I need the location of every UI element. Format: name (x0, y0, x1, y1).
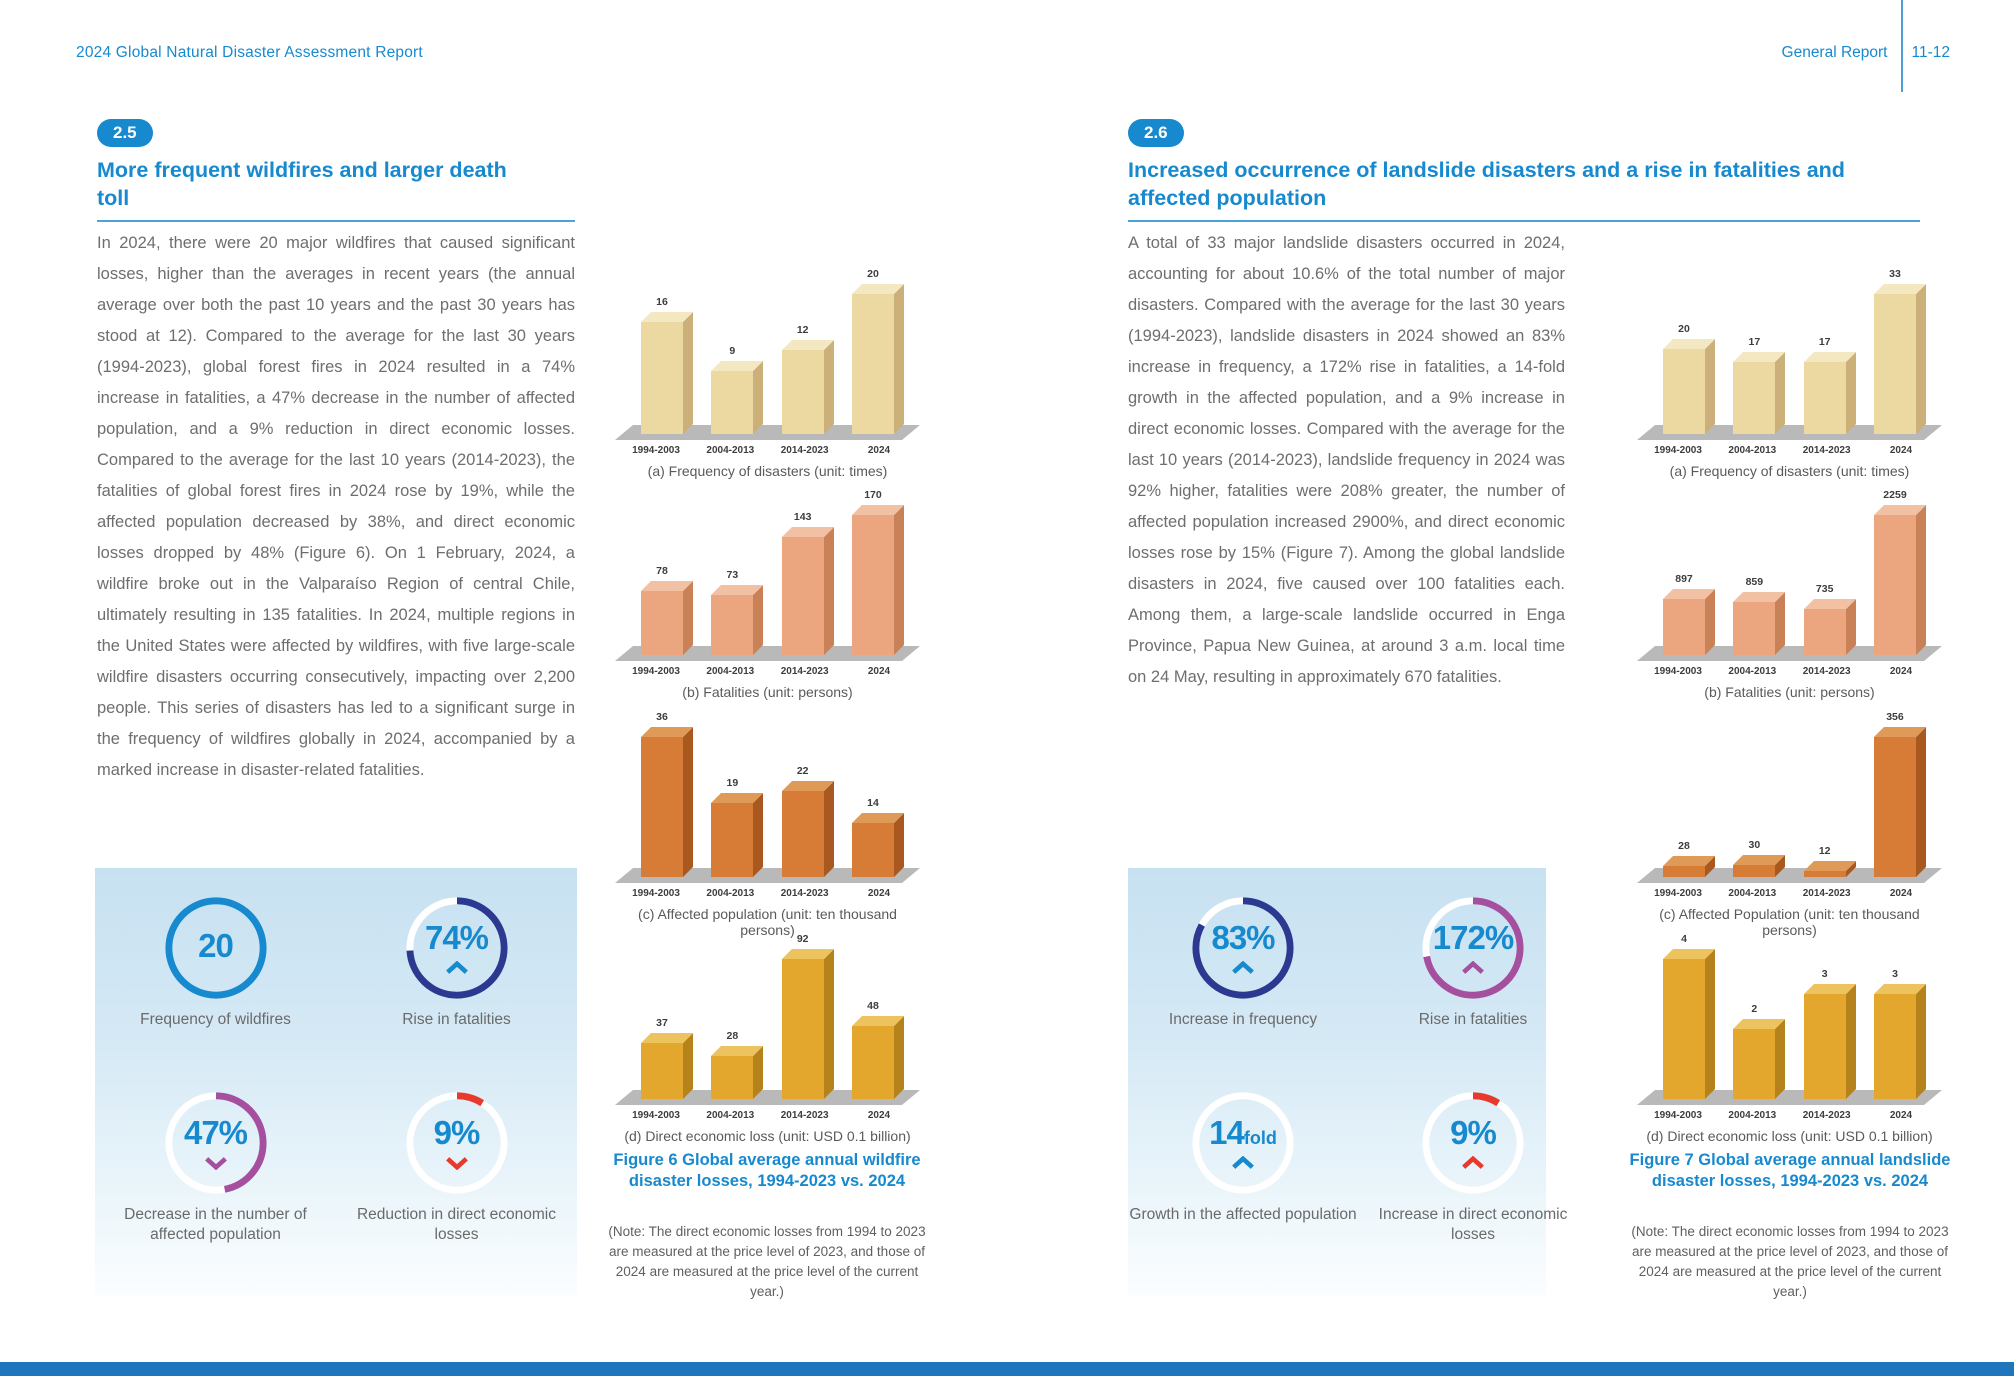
bar-value-label: 14 (867, 797, 879, 809)
category-label: 2014-2023 (1802, 666, 1851, 677)
bar (782, 791, 824, 877)
bar-2004-2013 (1727, 576, 1781, 655)
chart-landslide-fatalities (1637, 483, 1942, 700)
chart-wildfire-affected (615, 705, 920, 938)
chart-wildfire-frequency (615, 262, 920, 479)
bar-value-label: 859 (1745, 576, 1764, 588)
bar-2024 (1868, 489, 1922, 655)
figure-7-note: (Note: The direct economic losses from 1994 to 2023 are measured at the price level of 2023, and those of 2024 are measured at the price level of the current year.) (1631, 1224, 1949, 1299)
category-label: 2024 (867, 445, 891, 456)
bar-2014-2023 (776, 511, 830, 655)
bar-value-label: 170 (864, 489, 882, 501)
stat-label: Increase in direct economic losses (1378, 1206, 1568, 1243)
category-label: 2004-2013 (706, 1110, 755, 1121)
bar-2004-2013 (705, 777, 759, 877)
arrow-up-icon (443, 961, 471, 975)
bar-2004-2013 (1727, 1003, 1781, 1099)
category-label: 2014-2023 (780, 1110, 829, 1121)
category-label: 1994-2003 (632, 1110, 680, 1121)
chart-landslide-frequency (1637, 262, 1942, 479)
bar-2014-2023 (1798, 336, 1852, 434)
chart-caption: (a) Frequency of disasters (unit: times) (647, 463, 888, 479)
section-title-landslides: Increased occurrence of landslide disasters and a rise in fatalities and affected population (1128, 158, 1845, 210)
page-header-right (1782, 44, 1950, 62)
arrow-down-icon (202, 1156, 230, 1170)
chart-caption: (d) Direct economic loss (unit: USD 0.1 billion) (1646, 1128, 1933, 1144)
bar-value-label: 37 (656, 1017, 668, 1029)
bar-2024 (846, 797, 900, 877)
bar (782, 350, 824, 434)
section-title-wildfires: More frequent wildfires and larger death toll (97, 158, 507, 210)
bar-1994-2003 (635, 296, 689, 434)
bar-value-label: 356 (1886, 711, 1904, 723)
stat-rise-in-fatalities: 74% Rise in fatalities (342, 894, 572, 1089)
bar-1994-2003 (1657, 323, 1711, 434)
landslide-stats-panel (1128, 868, 1568, 1296)
bar-1994-2003 (1657, 933, 1711, 1099)
stat-label: Rise in fatalities (1418, 1011, 1528, 1028)
bar-2014-2023 (1798, 845, 1852, 877)
bar (1733, 865, 1775, 877)
page-number: 11-12 (1911, 44, 1950, 61)
section-badge-2-5: 2.5 (97, 119, 153, 147)
bar (1874, 737, 1916, 877)
category-label: 2004-2013 (1728, 666, 1777, 677)
bar-value-label: 73 (726, 569, 739, 581)
stat-label: Frequency of wildfires (140, 1011, 291, 1028)
category-label: 2014-2023 (1802, 445, 1851, 456)
bar (711, 803, 753, 877)
stat-label: Reduction in direct economic losses (356, 1206, 557, 1243)
bar (711, 1056, 753, 1099)
bar-2014-2023 (776, 324, 830, 434)
bar-value-label: 36 (656, 711, 668, 723)
category-label: 2014-2023 (780, 445, 829, 456)
bar-value-label: 3 (1821, 968, 1828, 980)
report-title-header: 2024 Global Natural Disaster Assessment Report (76, 44, 423, 61)
chart-caption: (d) Direct economic loss (unit: USD 0.1 billion) (624, 1128, 911, 1144)
chart-landslide-economic-loss (1637, 927, 1942, 1144)
bar (1733, 362, 1775, 434)
stat-reduction-economic-losses: 9% Reduction in direct economic losses (342, 1089, 572, 1284)
bar (782, 537, 824, 655)
chart-wildfire-fatalities (615, 483, 920, 700)
bar-value-label: 17 (1748, 336, 1761, 348)
category-label: 2004-2013 (706, 445, 755, 456)
chart-caption: (b) Fatalities (unit: persons) (682, 684, 853, 700)
category-label: 2004-2013 (706, 888, 755, 899)
category-label: 1994-2003 (1654, 888, 1702, 899)
figure-6-note: (Note: The direct economic losses from 1994 to 2023 are measured at the price level of 2023, and those of 2024 are measured at the price level of the current year.) (608, 1224, 926, 1299)
bar (1804, 362, 1846, 434)
section-2-6 (1128, 119, 1920, 222)
category-label: 2004-2013 (1728, 888, 1777, 899)
section-2-5 (97, 119, 575, 222)
bar-value-label: 19 (726, 777, 739, 789)
bar-2024 (1868, 968, 1922, 1099)
bar (711, 595, 753, 655)
stat-decrease-affected-population: 47% Decrease in the number of affected population (101, 1089, 331, 1284)
category-label: 1994-2003 (632, 445, 680, 456)
category-label: 1994-2003 (1654, 1110, 1702, 1121)
bar (1874, 515, 1916, 655)
category-label: 2024 (1889, 1110, 1913, 1121)
bar-value-label: 17 (1818, 336, 1831, 348)
category-label: 2004-2013 (706, 666, 755, 677)
bar-2004-2013 (1727, 336, 1781, 434)
bar (1663, 349, 1705, 434)
bar-1994-2003 (1657, 840, 1711, 877)
arrow-up-icon (1459, 1156, 1487, 1170)
bar-value-label: 33 (1889, 268, 1901, 280)
bar-2014-2023 (1798, 583, 1852, 655)
stat-frequency-of-wildfires: 20 Frequency of wildfires (101, 894, 331, 1089)
bar-value-label: 9 (729, 345, 736, 357)
category-label: 1994-2003 (632, 666, 680, 677)
bar-1994-2003 (635, 711, 689, 877)
chart-caption: (c) Affected Population (unit: ten thousand persons) (1659, 906, 1920, 938)
stat-label: Increase in frequency (1168, 1011, 1318, 1028)
category-label: 1994-2003 (632, 888, 680, 899)
bar-value-label: 2 (1751, 1003, 1758, 1015)
bar-2014-2023 (1798, 968, 1852, 1099)
bar-value-label: 78 (656, 565, 668, 577)
category-label: 2024 (867, 666, 891, 677)
stat-rise-in-fatalities: 172% Rise in fatalities (1358, 894, 1588, 1089)
stat-label: Decrease in the number of affected population (124, 1206, 307, 1243)
bar-1994-2003 (1657, 573, 1711, 655)
category-label: 2004-2013 (1728, 1110, 1777, 1121)
chart-landslide-affected (1637, 705, 1942, 938)
category-label: 2024 (867, 1110, 891, 1121)
landslide-paragraph: A total of 33 major landslide disasters occurred in 2024, accounting for about 10.6% of the total number of major disasters. Compared with the average for the last 30 years (1994-2023), landslide disasters in 2024 showed an 83% increase in frequency, a 172% rise in fatalities, a 14-fold growth in the affected population, and a 9% increase in direct economic losses. Compared with the average for the last 10 years (2014-2023), landslide frequency in 2024 was 92% higher, fatalities were 208% greater, the number of affected population increased 2900%, and direct economic losses rose by 15% (Figure 7). Among the global landslide disasters in 2024, five caused over 100 fatalities each. Among them, a large-scale landslide occurred in Enga Province, Papua New Guinea, at around 3 a.m. local time on 24 May, resulting in approximately 670 fatalities. (1128, 234, 1565, 686)
bar-value-label: 12 (1818, 845, 1831, 857)
bar-value-label: 28 (726, 1030, 739, 1042)
bar-2024 (1868, 711, 1922, 877)
bar-2014-2023 (776, 765, 830, 877)
bar-value-label: 143 (793, 511, 812, 523)
figure-7-caption: Figure 7 Global average annual landslide disaster losses, 1994-2023 vs. 2024 (1629, 1151, 1951, 1190)
section-name-header: General Report (1781, 44, 1888, 61)
bar-2024 (846, 489, 900, 655)
bar (1804, 994, 1846, 1099)
bar (1663, 959, 1705, 1099)
section-rule (97, 220, 575, 222)
bar (782, 959, 824, 1099)
bar-value-label: 897 (1675, 573, 1693, 585)
bar (641, 1043, 683, 1099)
bar-value-label: 4 (1681, 933, 1687, 945)
bar-value-label: 48 (867, 1000, 879, 1012)
wildfire-paragraph: In 2024, there were 20 major wildfires that caused significant losses, higher than the averages in recent years (the annual average over both the past 10 years and the past 30 years has stood at 12). Compared to the average for the last 30 years (1994-2023), global forest fires in 2024 resulted in a 74% increase in fatalities, a 47% decrease in the number of affected population, and a 9% reduction in direct economic losses. Compared to the average for the last 10 years (2014-2023), the fatalities of global forest fires in 2024 rose by 19%, while the affected population decreased by 38%, and direct economic losses dropped by 48% (Figure 6). On 1 February, 2024, a wildfire broke out in the Valparaíso Region of central Chile, ultimately resulting in 135 fatalities. In 2024, multiple regions in the United States were affected by wildfires, with five large-scale wildfire disasters occurring consecutively, impacting over 2,200 people. This series of disasters has led to a significant surge in the frequency of wildfires globally in 2024, accompanied by a marked increase in disaster-related fatalities. (97, 234, 575, 779)
stat-label: Growth in the affected population (1129, 1206, 1357, 1223)
bar-value-label: 28 (1678, 840, 1690, 852)
section-badge-2-6: 2.6 (1128, 119, 1184, 147)
wildfire-stats-panel (95, 868, 577, 1296)
bar-value-label: 3 (1892, 968, 1898, 980)
bar-2004-2013 (705, 569, 759, 655)
category-label: 2024 (1889, 445, 1913, 456)
chart-caption: (b) Fatalities (unit: persons) (1704, 684, 1875, 700)
bar-2024 (846, 1000, 900, 1099)
bar (852, 1026, 894, 1099)
bar (1804, 609, 1846, 655)
bar-2004-2013 (1727, 839, 1781, 877)
footer-bar (0, 1362, 2014, 1376)
bar-value-label: 2259 (1883, 489, 1907, 501)
bar (852, 515, 894, 655)
chart-caption: (c) Affected population (unit: ten thousand persons) (638, 906, 897, 938)
bar (641, 737, 683, 877)
bar (1874, 994, 1916, 1099)
bar (852, 823, 894, 877)
bar-value-label: 30 (1748, 839, 1761, 851)
category-label: 2014-2023 (1802, 1110, 1851, 1121)
category-label: 2014-2023 (780, 666, 829, 677)
bar (1874, 294, 1916, 434)
category-label: 2014-2023 (1802, 888, 1851, 899)
bar-2024 (846, 268, 900, 434)
bar (1804, 871, 1846, 877)
bar-2024 (1868, 268, 1922, 434)
arrow-up-icon (1229, 1156, 1257, 1170)
stat-increase-in-frequency: 83% Increase in frequency (1128, 894, 1358, 1089)
bar (641, 591, 683, 655)
category-label: 2024 (867, 888, 891, 899)
bar-value-label: 92 (796, 933, 809, 945)
category-label: 2004-2013 (1728, 445, 1777, 456)
bar (852, 294, 894, 434)
figure-6-caption: Figure 6 Global average annual wildfire disaster losses, 1994-2023 vs. 2024 (613, 1151, 921, 1190)
category-label: 2014-2023 (780, 888, 829, 899)
category-label: 2024 (1889, 888, 1913, 899)
bar (1733, 1029, 1775, 1099)
stat-growth-affected-population: 14fold Growth in the affected population (1128, 1089, 1358, 1284)
chart-wildfire-economic-loss (615, 927, 920, 1144)
arrow-up-icon (1229, 961, 1257, 975)
bar-value-label: 16 (656, 296, 668, 308)
arrow-up-icon (1459, 961, 1487, 975)
category-label: 1994-2003 (1654, 445, 1702, 456)
bar-1994-2003 (635, 565, 689, 655)
stat-label: Rise in fatalities (402, 1011, 511, 1028)
bar-value-label: 22 (796, 765, 809, 777)
bar (1663, 599, 1705, 655)
category-label: 2024 (1889, 666, 1913, 677)
bar-value-label: 20 (867, 268, 879, 280)
bar (1733, 602, 1775, 655)
bar-2004-2013 (705, 345, 759, 434)
stat-increase-economic-losses: 9% Increase in direct economic losses (1358, 1089, 1588, 1284)
bar-1994-2003 (635, 1017, 689, 1099)
bar (711, 371, 753, 434)
chart-caption: (a) Frequency of disasters (unit: times) (1669, 463, 1910, 479)
bar (641, 322, 683, 434)
section-rule (1128, 220, 1920, 222)
bar-2004-2013 (705, 1030, 759, 1099)
bar-value-label: 20 (1678, 323, 1690, 335)
bar-2014-2023 (776, 933, 830, 1099)
bar (1663, 866, 1705, 877)
category-label: 1994-2003 (1654, 666, 1702, 677)
arrow-down-icon (443, 1156, 471, 1170)
bar-value-label: 12 (796, 324, 809, 336)
bar-value-label: 735 (1815, 583, 1834, 595)
